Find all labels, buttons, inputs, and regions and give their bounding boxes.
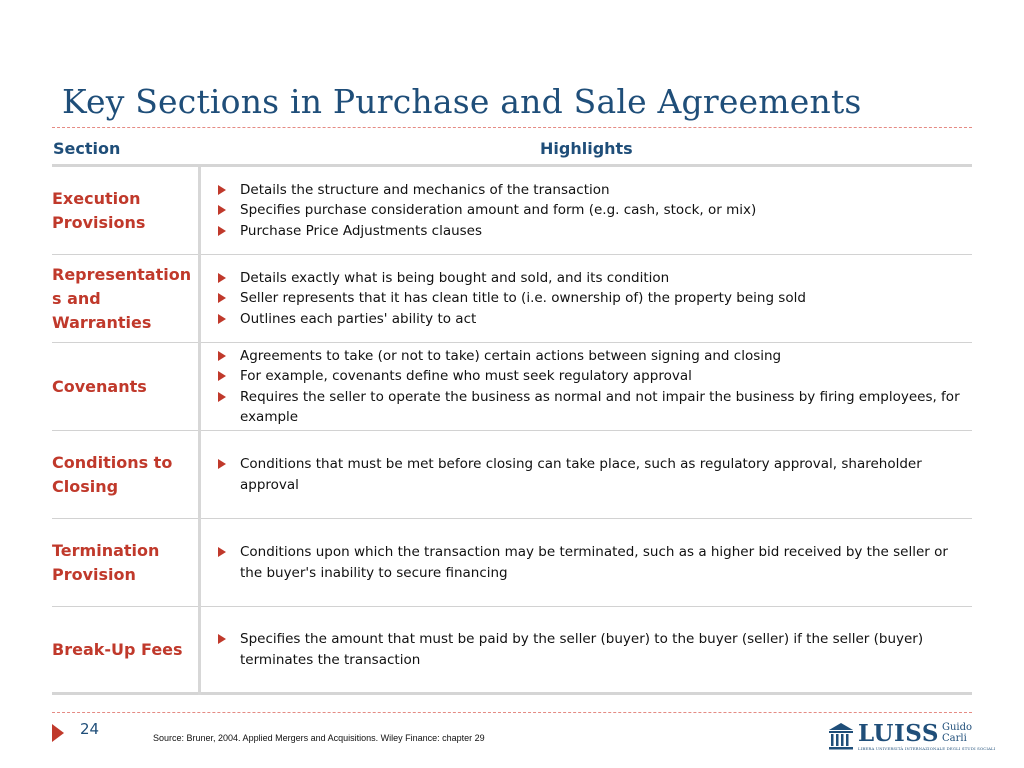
- highlight-text: Conditions upon which the transaction may be terminated, such as a higher bid received by the seller or the buyer's inability to secure financing: [240, 544, 948, 581]
- bullet-arrow-icon: [218, 273, 226, 283]
- highlight-text: Agreements to take (or not to take) certain actions between signing and closing: [240, 347, 782, 364]
- section-label-text: Conditions to Closing: [52, 452, 173, 496]
- highlights-cell: [212, 519, 972, 606]
- section-label-text: Covenants: [52, 376, 147, 396]
- highlight-text: Details exactly what is being bought and sold, and its condition: [240, 269, 670, 286]
- logo-side-line2: Carli: [942, 733, 967, 744]
- table-row: [52, 343, 972, 431]
- columns-icon: [828, 722, 854, 752]
- highlight-text: Purchase Price Adjustments clauses: [240, 222, 483, 239]
- highlights-cell: [212, 255, 972, 342]
- highlight-item: [212, 200, 756, 221]
- bullet-arrow-icon: [218, 547, 226, 557]
- highlights-list: [212, 629, 972, 670]
- highlight-item: [212, 366, 972, 387]
- bullet-arrow-icon: [218, 314, 226, 324]
- highlight-text: For example, covenants define who must seek regulatory approval: [240, 368, 692, 384]
- section-label: [52, 431, 198, 518]
- highlight-item: [212, 542, 972, 583]
- section-label: [52, 255, 198, 342]
- header-highlights: Highlights: [540, 139, 633, 158]
- page-number: 24: [80, 720, 100, 738]
- source-note: Source: Bruner, 2004. Applied Mergers and Acquisitions. Wiley Finance: chapter 29: [153, 733, 485, 743]
- section-label: [52, 607, 198, 692]
- highlight-text: Specifies purchase consideration amount and form (e.g. cash, stock, or mix): [240, 202, 757, 219]
- highlights-list: [212, 454, 972, 495]
- section-label-text: Termination Provision: [52, 540, 160, 584]
- highlight-item: [212, 288, 806, 309]
- highlights-cell: [212, 343, 972, 430]
- bullet-arrow-icon: [218, 459, 226, 469]
- highlights-cell: [212, 607, 972, 692]
- highlight-text: Outlines each parties' ability to act: [240, 310, 477, 327]
- logo-wordmark: LUISS: [858, 720, 939, 747]
- slide-title: Key Sections in Purchase and Sale Agreements: [62, 82, 862, 121]
- section-label: [52, 519, 198, 606]
- header-section: Section: [53, 139, 121, 158]
- highlight-item: [212, 454, 972, 495]
- table-row: [52, 167, 972, 255]
- page-marker-icon: [52, 724, 64, 742]
- bullet-arrow-icon: [218, 371, 226, 381]
- bullet-arrow-icon: [218, 392, 226, 402]
- section-label-text: Representation s and Warranties: [52, 264, 192, 332]
- section-label-text: Execution Provisions: [52, 188, 146, 232]
- section-label-text: Break-Up Fees: [52, 639, 183, 659]
- highlights-list: [212, 346, 972, 428]
- highlights-list: [212, 180, 756, 242]
- logo-side-line1: Guido: [942, 722, 973, 733]
- highlight-item: [212, 221, 756, 242]
- agreements-table: [52, 167, 972, 695]
- bullet-arrow-icon: [218, 634, 226, 644]
- section-label: [52, 167, 198, 254]
- table-row: [52, 519, 972, 607]
- logo-subtitle: LIBERA UNIVERSITÀ INTERNAZIONALE DEGLI STUDI SOCIALI: [858, 746, 996, 751]
- table-row: [52, 607, 972, 695]
- highlight-text: Requires the seller to operate the business as normal and not impair the business by firing employees, for example: [240, 388, 960, 425]
- title-divider: [52, 127, 972, 128]
- column-divider: [198, 167, 201, 695]
- highlight-item: [212, 387, 972, 428]
- table-row: [52, 255, 972, 343]
- highlight-text: Conditions that must be met before closing can take place, such as regulatory approval, shareholder approval: [240, 456, 922, 493]
- bullet-arrow-icon: [218, 185, 226, 195]
- logo-side-text: [942, 722, 972, 744]
- section-label: [52, 343, 198, 430]
- footer-divider: [52, 712, 972, 713]
- highlight-text: Seller represents that it has clean title to (i.e. ownership of) the property being sold: [240, 290, 806, 307]
- highlight-item: [212, 268, 806, 289]
- highlights-list: [212, 542, 972, 583]
- bullet-arrow-icon: [218, 293, 226, 303]
- highlights-list: [212, 268, 806, 330]
- highlight-item: [212, 180, 756, 201]
- highlight-item: [212, 309, 806, 330]
- bullet-arrow-icon: [218, 226, 226, 236]
- highlight-text: Specifies the amount that must be paid by the seller (buyer) to the buyer (seller) if the seller (buyer) terminates the transaction: [240, 631, 924, 668]
- highlights-cell: [212, 431, 972, 518]
- bullet-arrow-icon: [218, 351, 226, 361]
- bullet-arrow-icon: [218, 205, 226, 215]
- table-row: [52, 431, 972, 519]
- highlight-item: [212, 629, 972, 670]
- highlight-text: Details the structure and mechanics of the transaction: [240, 181, 610, 198]
- highlight-item: [212, 346, 972, 367]
- highlights-cell: [212, 167, 972, 254]
